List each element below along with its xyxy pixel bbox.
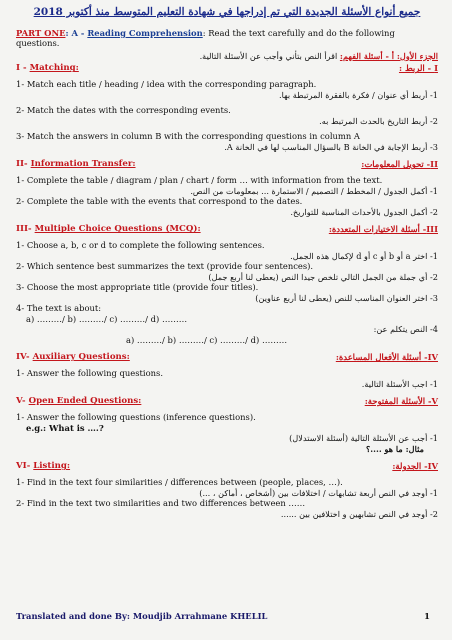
matching-item-1: 1- Match each title / heading / idea with the corresponding paragraph. [16,79,317,90]
mcq-item-1: 1- Choose a, b, c or d to complete the following sentences. [16,240,265,251]
part-one-instruction [16,28,438,49]
listing-item-2: 2- Find in the text two similarities and two differences between …… [16,498,306,509]
section-matching-heading-ar: I - الربط : [398,63,438,74]
part-one-text-ar: اقرأ النص بتأني وأجب عن الأسئلة التالية. [199,50,338,61]
translator-name: Moudjib Arrahmane KHELIL [132,611,268,621]
page-header: جميع أنواع الأسئلة الجديدة التي تم إدراجها في شهادة التعليم المتوسط منذ أكتوبر 2018 [33,6,421,18]
part-one-label-ar: الجزء الأول: أ - أسئلة الفهم: [339,50,438,61]
mcq-item-2-ar: 2- أي جملة من الجمل التالي تلخص جيدا النص (يعطى لنا أربع جمل) [208,271,438,282]
open-ended-item-1: 1- Answer the following questions (inference questions). [16,412,256,423]
translator-credit [16,611,267,621]
section-mcq-heading-ar: III- أسئلة الاختيارات المتعددة: [328,224,438,235]
matching-item-2: 2- Match the dates with the corresponding events. [16,105,231,116]
matching-item-1-ar: 1- أربط أي عنوان / فكرة بالفقرة المرتبطة بها. [278,89,438,100]
section-number: III- [16,224,35,235]
mcq-options-ar: a) ………/ b) ………/ c) ………/ d) ……… [126,334,288,345]
transfer-item-2-ar: 2- أكمل الجدول بالأحداث المناسبة للتواريخ. [290,206,438,217]
mcq-item-1-ar: 1- اختر a أو b أو c أو d لإكمال هذه الجمل. [290,250,438,261]
open-ended-item-1-ar: 1- أجب عن الأسئلة التالية (أسئلة الاستدلال) [289,433,438,444]
matching-item-3-ar: 3- أربط الإجابة في الخانة B بالسؤال المناسب لها في الخانة A. [224,141,438,152]
transfer-item-1-ar: 1- أكمل الجدول / المخطط / التصميم / الاستمارة ... بمعلومات من النص. [190,185,438,196]
listing-item-1: 1- Find in the text four similarities / differences between (people, places, …). [16,477,343,488]
section-title: Matching: [29,63,79,74]
section-listing-heading-ar: IV- الجدولة: [392,461,438,472]
part-one-text: : Read the text carefully and do the following questions. [16,28,395,49]
matching-item-2-ar: 2- أربط التاريخ بالحدث المرتبط به. [319,115,438,126]
section-number: IV- [16,352,33,363]
part-one-label: PART ONE [16,28,66,38]
part-one-title: Reading Comprehension [87,28,203,38]
transfer-item-2: 2- Complete the table with the events that correspond to the dates. [16,196,303,207]
section-title: Open Ended Questions: [28,396,142,407]
mcq-item-3-ar: 3- اختر العنوان المناسب للنص (يعطى لنا أربع عناوين) [255,292,438,303]
mcq-item-4-ar: 4- النص يتكلم عن: [373,324,438,335]
mcq-item-3: 3- Choose the most appropriate title (provide four titles). [16,282,259,293]
section-title: Multiple Choice Questions (MCQ): [34,224,201,235]
transfer-item-1: 1- Complete the table / diagram / plan / chart / form … with information from the text. [16,175,383,186]
mcq-item-4: 4- The text is about: [16,303,102,314]
section-number: V- [16,396,29,407]
section-number: II- [16,159,31,170]
part-one-instruction-ar [16,51,438,62]
open-ended-example: e.g.: What is ….? [26,422,104,433]
section-number: I - [16,63,30,74]
section-number: VI- [16,461,34,472]
matching-item-3: 3- Match the answers in column B with the corresponding questions in column A [16,131,360,142]
page-footer [16,611,430,621]
mcq-item-2: 2- Which sentence best summarizes the text (provide four sentences). [16,261,314,272]
auxiliary-item-1: 1- Answer the following questions. [16,368,163,379]
section-information-transfer-heading-ar: II- تحويل المعلومات: [361,159,438,170]
part-one-sep: : A - [65,28,88,38]
auxiliary-item-1-ar: 1- اجب الأسئلة التالية. [361,378,438,389]
mcq-options: a) ………/ b) ………/ c) ………/ d) ……… [26,313,188,324]
section-title: Listing: [33,461,71,472]
section-auxiliary-heading-ar: IV- أسئلة الأفعال المساعدة: [335,352,438,363]
listing-item-1-ar: 1- أوجد في النص أربعة تشابهات / اختلافات بين (أشخاص ، أماكن ، ...) [199,487,438,498]
translator-label: Translated and done By: [16,611,130,621]
section-title: Auxiliary Questions: [32,352,130,363]
listing-item-2-ar: 2- أوجد في النص تشابهين و اختلافين بين ...... [280,508,438,519]
section-open-ended-heading-ar: V- الأسئلة المفتوحة: [364,396,438,407]
page-number: 1 [424,611,430,621]
open-ended-example-ar: مثال: ما هو ....؟ [365,443,424,454]
section-title: Information Transfer: [30,159,136,170]
